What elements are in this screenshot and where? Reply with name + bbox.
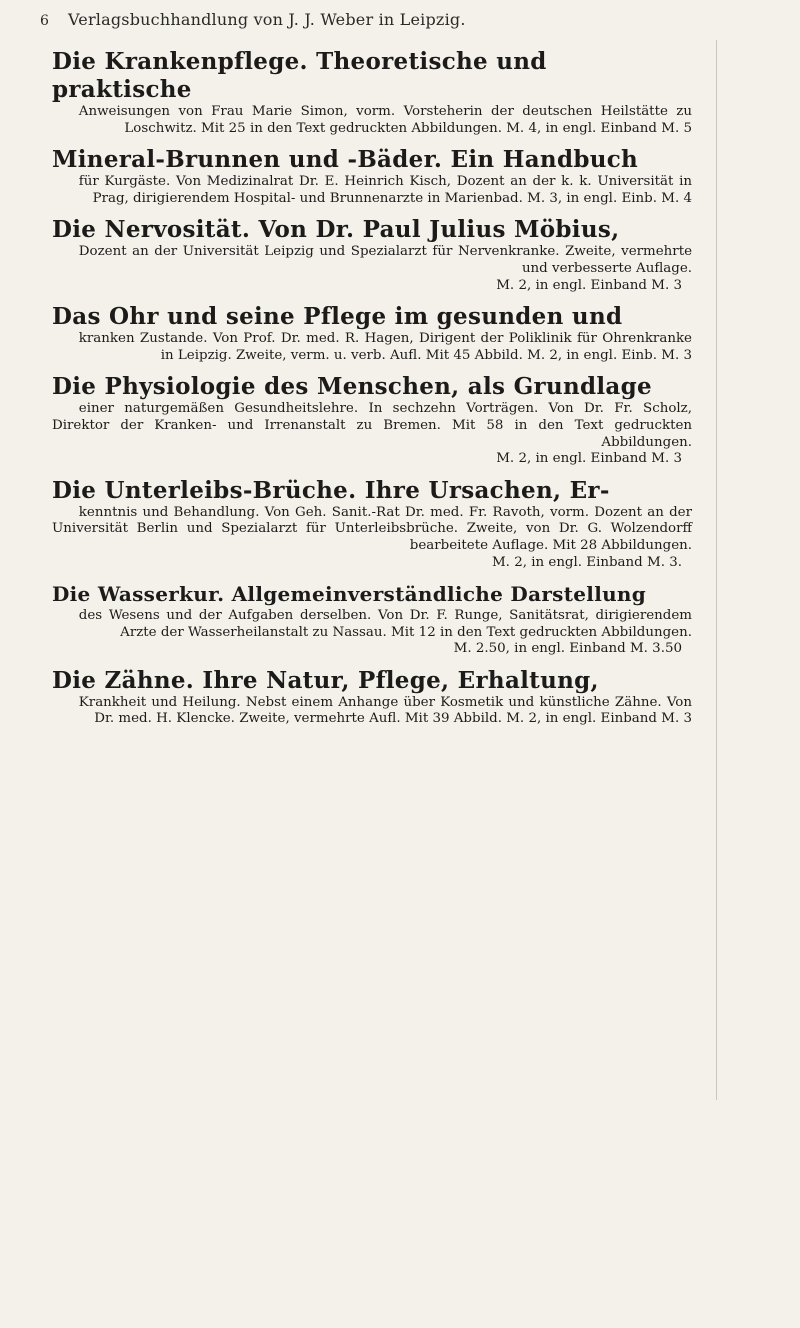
entry-description: für Kurgäste. Von Medizinalrat Dr. E. Heinrich Kisch, Dozent an der k. k. Universität in Prag, dirigierendem Hospital- und Brunnenarzte in Marienbad. M. 3, in engl. Einb. M. 4 [78, 174, 692, 206]
entry-description: Krankheit und Heilung. Nebst einem Anhange über Kosmetik und künstliche Zähne. Von Dr. med. H. Klencke. Zweite, vermehrte Aufl. Mit 39 Abbild. M. 2, in engl. Einband M. 3 [78, 694, 692, 727]
entry-heading: Die Physiologie des Menschen, als Grundlage [52, 373, 652, 401]
entry-description: kenntnis und Behandlung. Von Geh. Sanit.-Rat Dr. med. Fr. Ravoth, vorm. Dozent an der Universität Berlin und Spezialarzt für Unterleibsbrüche. Zweite, von Dr. G. Wolzendorff bearbeitete Auflage. Mit 28 Abbildungen. [52, 504, 692, 553]
entry-price: M. 2, in engl. Einband M. 3 [496, 451, 682, 467]
entry-heading: Die Nervosität. Von Dr. Paul Julius Möbius, [52, 216, 620, 244]
entry-heading: Die Krankenpflege. Theoretische und praktische [52, 48, 547, 103]
entry-description: einer naturgemäßen Gesundheitslehre. In sechzehn Vorträgen. Von Dr. Fr. Scholz, Direktor der Kranken- und Irrenanstalt zu Bremen. Mit 58 in den Text gedruckten Abbildungen. [52, 401, 692, 450]
running-head-title: Verlagsbuchhandlung von J. J. Weber in Leipzig. [68, 10, 466, 29]
entry-price: M. 2.50, in engl. Einband M. 3.50 [453, 641, 682, 657]
running-head [40, 10, 660, 29]
entry-heading: Die Unterleibs-Brüche. Ihre Ursachen, Er- [52, 476, 610, 504]
catalog-entry-unterleibsbrueche [52, 477, 692, 571]
catalog-entry-physiologie [52, 373, 692, 467]
entry-description: Dozent an der Universität Leipzig und Spezialarzt für Nervenkranke. Zweite, vermehrte und verbesserte Auflage. [78, 244, 692, 276]
entry-description: des Wesens und der Aufgaben derselben. Von Dr. F. Runge, Sanitätsrat, dirigierendem Arzte der Wasserheilanstalt zu Nassau. Mit 12 in den Text gedruckten Abbildungen. [78, 608, 692, 640]
entry-heading: Die Zähne. Ihre Natur, Pflege, Erhaltung, [52, 666, 599, 694]
catalog-entry-zaehne [52, 667, 692, 728]
catalog-entry-krankenpflege [52, 48, 692, 137]
entry-heading: Die Wasserkur. Allgemeinverständliche Darstellung [52, 582, 647, 607]
catalog-entries [52, 48, 692, 737]
catalog-entry-wasserkur [52, 580, 692, 658]
margin-rule [716, 40, 717, 1100]
entry-price: M. 2, in engl. Einband M. 3 [496, 277, 682, 293]
entry-heading: Mineral-Brunnen und -Bäder. Ein Handbuch [52, 146, 639, 174]
page-number: 6 [40, 13, 49, 29]
catalog-entry-ohr [52, 303, 692, 364]
entry-heading: Das Ohr und seine Pflege im gesunden und [52, 303, 623, 331]
entry-price: M. 2, in engl. Einband M. 3. [491, 554, 682, 570]
entry-description: Anweisungen von Frau Marie Simon, vorm. Vorsteherin der deutschen Heilstätte zu Loschwitz. Mit 25 in den Text gedruckten Abbildungen. M. 4, in engl. Einband M. 5 [78, 104, 692, 136]
catalog-entry-mineral-brunnen [52, 146, 692, 207]
entry-description: kranken Zustande. Von Prof. Dr. med. R. Hagen, Dirigent der Poliklinik für Ohrenkranke in Leipzig. Zweite, verm. u. verb. Aufl. Mit 45 Abbild. M. 2, in engl. Einb. M. 3 [78, 331, 692, 363]
catalog-entry-nervositaet [52, 216, 692, 294]
